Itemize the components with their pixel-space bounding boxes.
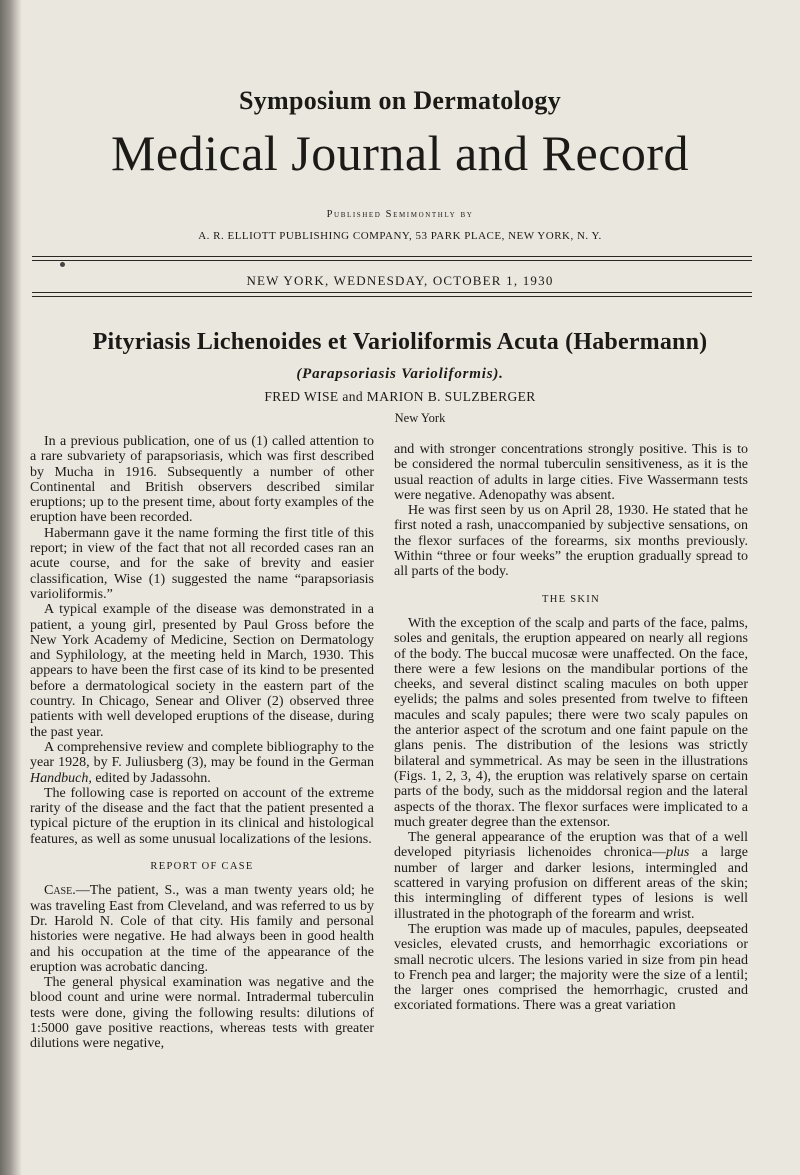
italic-term: Handbuch, bbox=[30, 770, 92, 786]
left-column bbox=[30, 434, 374, 1052]
paragraph: With the exception of the scalp and parts of the face, palms, soles and genitals, the eruption appeared on nearly all regions of the body. The buccal mucosæ were unaffected. On the face, there were a few lesions on the mandibular portions of the cheeks, and several distinct scaling macules on both upper eyelids; the palms and soles presented from twelve to fifteen macules and scaly papules; there were two scaly papules on the anterior aspect of the scrotum and one faint papule on the glans penis. The distribution of the lesions was strictly bilateral and symmetrical. As may be seen in the illustrations (Figs. 1, 2, 3, 4), the eruption was relatively sparse on certain parts of the body, such as the middorsal region and the lateral aspects of the thorax. The flexor surfaces were implicated to a much greater degree than the extensor. bbox=[394, 615, 748, 830]
paragraph-text: a large number of larger and darker lesions, intermingled and scattered in varying profusion on different areas of the skin; this intermingling of different types of lesions is well illustrated in the photograph of the forearm and wrist. bbox=[394, 845, 748, 922]
published-line: Published Semimonthly by bbox=[326, 209, 474, 220]
article-title: Pityriasis Lichenoides et Varioliformis Acuta (Habermann) bbox=[92, 329, 708, 355]
paragraph bbox=[30, 740, 374, 786]
paragraph-text: The general appearance of the eruption was that of a well developed pityriasis lichenoides chronica— bbox=[394, 830, 748, 861]
paragraph: He was first seen by us on April 28, 1930. He stated that he first noted a rash, unaccompanied by subjective sensations, on the flexor surfaces of the forearms, six months previously. Within “three or four weeks” the eruption gradually spread to all parts of the body. bbox=[394, 503, 748, 580]
case-label: Case. bbox=[44, 883, 76, 899]
paragraph: The following case is reported on account of the extreme rarity of the disease and the fact that the patient presented a typical picture of the eruption in its clinical and histological features, as well as some unusual localizations of the lesions. bbox=[30, 785, 374, 847]
right-column bbox=[394, 442, 748, 1014]
paragraph: The eruption was made up of macules, papules, deepseated vesicles, elevated crusts, and hemorrhagic excoriations or small necrotic ulcers. The lesions varied in size from pin head to French pea and larger; the majority were the size of a lentil; the larger ones comprised the hemorrhagic, crusted and excoriated formations. There was a great variation bbox=[394, 921, 748, 1014]
paragraph: The general physical examination was negative and the blood count and urine were normal. Intradermal tuberculin tests were done, giving the following results: dilutions of 1:5000 gave positive reactions, whereas tests with greater dilutions were negative, bbox=[30, 975, 374, 1052]
paragraph: A typical example of the disease was demonstrated in a patient, a young girl, presented by Paul Gross before the New York Academy of Medicine, Section on Dermatology and Syphilology, at the meeting held in March, 1930. This appears to have been the first case of its kind to be presented before a dermatological society in the eastern part of the country. In Chicago, Senear and Oliver (2) observed three patients with well developed eruptions of the disease, during the past year. bbox=[30, 602, 374, 740]
masthead-rule-bottom bbox=[32, 292, 752, 293]
journal-masthead: Medical Journal and Record bbox=[110, 125, 690, 181]
masthead-rule-top bbox=[32, 256, 752, 257]
masthead-rule-bottom-2 bbox=[32, 296, 752, 297]
symposium-kicker: Symposium on Dermatology bbox=[238, 86, 562, 115]
article-subtitle: (Parapsoriasis Varioliformis). bbox=[296, 366, 504, 382]
article-location: New York bbox=[394, 411, 446, 425]
paragraph: Habermann gave it the name forming the first title of this report; in view of the fact that not all recorded cases ran an acute course, and for the sake of brevity and easier classification, Wise (1) suggested the name “parapsoriasis varioliformis.” bbox=[30, 525, 374, 602]
paragraph bbox=[394, 830, 748, 922]
ink-dot bbox=[60, 262, 65, 267]
paragraph-text: —The patient, S., was a man twenty years old; he was traveling East from Cleveland, and was referred to us by Dr. Harold N. Cole of that city. His family and personal histories were negative. He had always been in good health and his occupation at the time of the appearance of the eruption was acrobatic dancing. bbox=[30, 883, 374, 975]
paragraph-text: edited by Jadassohn. bbox=[91, 770, 211, 786]
section-heading-report: REPORT OF CASE bbox=[150, 861, 254, 873]
paragraph: In a previous publication, one of us (1) called attention to a rare subvariety of parapsoriasis, which was first described by Mucha in 1916. Subsequently a number of other Continental and British observers described similar eruptions; up to the present time, about forty examples of the eruption have been recorded. bbox=[30, 434, 374, 526]
paragraph bbox=[30, 883, 374, 975]
article-authors: FRED WISE and MARION B. SULZBERGER bbox=[264, 389, 536, 404]
masthead-rule-top-2 bbox=[32, 260, 752, 261]
italic-term: plus bbox=[665, 845, 690, 861]
paragraph-text: A comprehensive review and complete bibliography to the year 1928, by F. Juliusberg (3), may be found in the German bbox=[30, 739, 374, 771]
issue-dateline: NEW YORK, WEDNESDAY, OCTOBER 1, 1930 bbox=[246, 273, 554, 288]
paragraph: and with stronger concentrations strongly positive. This is to be considered the normal tuberculin sensitiveness, as it is the usual reaction of adults in large cities. Five Wassermann tests were negative. Adenopathy was absent. bbox=[394, 442, 748, 503]
publisher-line: A. R. ELLIOTT PUBLISHING COMPANY, 53 PARK PLACE, NEW YORK, N. Y. bbox=[198, 230, 602, 242]
section-heading-skin: THE SKIN bbox=[542, 593, 600, 605]
